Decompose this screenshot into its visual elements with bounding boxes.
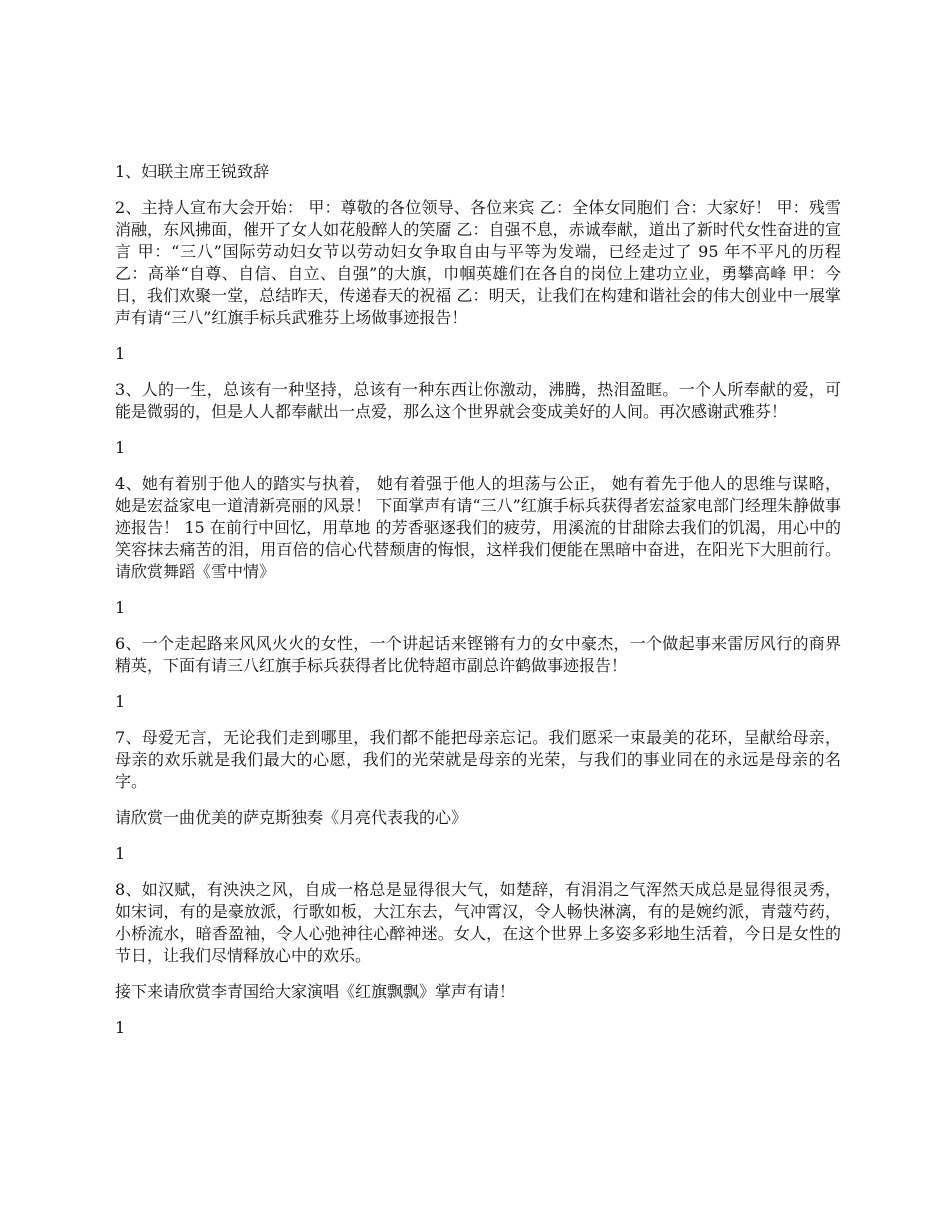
page-number: 1 (115, 1018, 126, 1037)
paragraph-sax-solo: 请欣赏一曲优美的萨克斯独奏《月亮代表我的心》 (115, 808, 468, 827)
paragraph-item-6: 6、一个走起路来风风火火的女性，一个讲起话来铿锵有力的女中豪杰，一个做起事来雷厉风行的商界精英，下面有请三八红旗手标兵获得者比优特超市副总许鹤做事迹报告！ (115, 634, 841, 675)
paragraph-item-3: 3、人的一生，总该有一种坚持，总该有一种东西让你激动，沸腾，热泪盈眶。一个人所奉献的爱，可能是微弱的，但是人人都奉献出一点爱，那么这个世界就会变成美好的人间。再次感谢武雅芬！ (115, 380, 841, 421)
paragraph-item-7: 7、母爱无言，无论我们走到哪里，我们都不能把母亲忘记。我们愿采一束最美的花环，呈献给母亲，母亲的欢乐就是我们最大的心愿，我们的光荣就是母亲的光荣，与我们的事业同在的永远是母亲的名字。 (115, 728, 841, 791)
page-number: 1 (115, 598, 126, 617)
paragraph-item-4: 4、她有着别于他人的踏实与执着， 她有着强于他人的坦荡与公正， 她有着先于他人的思维与谋略， 她是宏益家电一道清新亮丽的风景！ 下面掌声有请“三八”红旗手标兵获得者宏益家电部门经理朱静做事迹报告！ 15 在前行中回忆，用草地 的芳香驱逐我们的疲劳，用溪流的甘甜除去我们的饥渴，用心中的笑容抹去痛苦的泪，用百倍的信心代替颓唐的悔恨，这样我们便能在黑暗中奋进，在阳光下大胆前行。请欣赏舞蹈《雪中情》 (115, 474, 841, 581)
page-number: 1 (115, 438, 126, 457)
paragraph-item-8: 8、如汉赋，有泱泱之风，自成一格总是显得很大气，如楚辞，有涓涓之气浑然天成总是显得很灵秀，如宋词，有的是豪放派，行歌如板，大江东去，气冲霄汉，令人畅快淋漓，有的是婉约派，青蔻芍药，小桥流水，暗香盈袖，令人心弛神往心醉神迷。女人，在这个世界上多姿多彩地生活着，今日是女性的节日，让我们尽情释放心中的欢乐。 (115, 880, 841, 965)
page-number: 1 (115, 844, 126, 863)
document-page (115, 161, 841, 1053)
paragraph-opening: 2、主持人宣布大会开始： 甲：尊敬的各位领导、各位来宾 乙：全体女同胞们 合：大家好！ 甲：残雪消融，东风拂面，催开了女人如花般醉人的笑靥 乙：自强不息，赤诚奉献，道出了新时代女性奋进的宣言 甲：“三八”国际劳动妇女节以劳动妇女争取自由与平等为发端，已经走过了 95 年不平凡的历程 乙：高举“自尊、自信、自立、自强”的大旗，巾帼英雄们在各自的岗位上建功立业，勇攀高峰 甲：今日，我们欢聚一堂，总结昨天，传递春天的祝福 乙：明天，让我们在构建和谐社会的伟大创业中一展掌声有请“三八”红旗手标兵武雅芬上场做事迹报告！ (115, 198, 841, 327)
paragraph-speech-1: 1、妇联主席王锐致辞 (115, 162, 270, 181)
page-number: 1 (115, 692, 126, 711)
paragraph-song: 接下来请欣赏李青国给大家演唱《红旗飘飘》掌声有请！ (115, 982, 516, 1001)
page-number: 1 (115, 344, 126, 363)
